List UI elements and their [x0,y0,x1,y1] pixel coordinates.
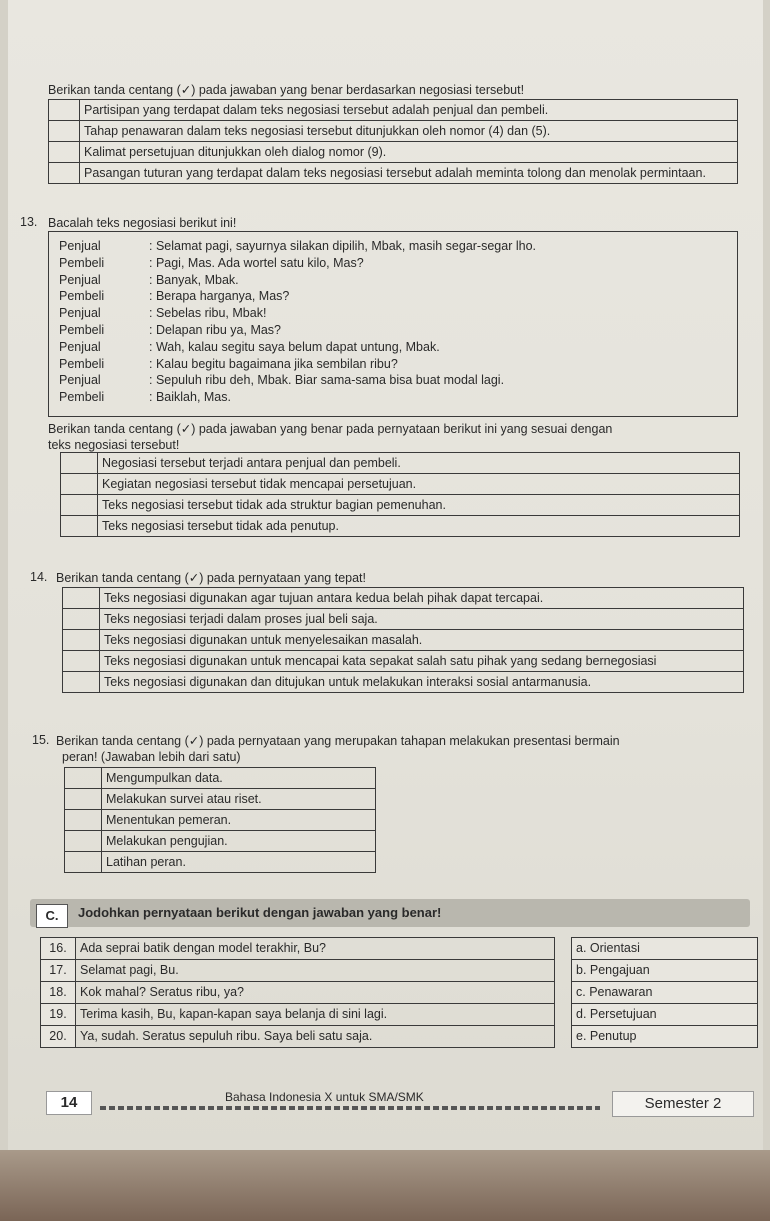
option-text: Teks negosiasi terjadi dalam proses jual beli saja. [100,609,744,630]
checkbox[interactable] [49,100,80,121]
dialog-line [59,238,737,255]
option-text: Mengumpulkan data. [102,768,376,789]
option-text: Partisipan yang terdapat dalam teks negosiasi tersebut adalah penjual dan pembeli. [80,100,738,121]
q12-table [48,99,738,184]
checkbox[interactable] [63,609,100,630]
q15-prompt-line2: peran! (Jawaban lebih dari satu) [62,750,241,764]
matching-row [41,1004,758,1026]
dialog-line [59,356,737,373]
q15-table [64,767,376,873]
option-text: Melakukan pengujian. [102,831,376,852]
checkbox[interactable] [49,142,80,163]
item-number: 19. [41,1004,76,1026]
checkbox[interactable] [49,163,80,184]
q14-row [63,588,744,609]
speaker: Penjual [59,306,101,321]
statement: Ada seprai batik dengan model terakhir, Bu? [76,938,555,960]
checkbox[interactable] [65,852,102,873]
option-text: Kalimat persetujuan ditunjukkan oleh dialog nomor (9). [80,142,738,163]
q15-row [65,768,376,789]
q12-row [49,163,738,184]
option-text: Melakukan survei atau riset. [102,789,376,810]
item-number: 16. [41,938,76,960]
q12-row [49,142,738,163]
answer-option[interactable]: d. Persetujuan [572,1004,758,1026]
option-text: Teks negosiasi digunakan untuk menyelesaikan masalah. [100,630,744,651]
statement: Terima kasih, Bu, kapan-kapan saya belanja di sini lagi. [76,1004,555,1026]
dialog-line [59,255,737,272]
table-surface [0,1150,770,1221]
option-text: Menentukan pemeran. [102,810,376,831]
section-c-badge: C. [36,904,68,928]
q15-row [65,852,376,873]
checkbox[interactable] [65,810,102,831]
q14-row [63,672,744,693]
option-text: Teks negosiasi digunakan untuk mencapai kata sepakat salah satu pihak yang sedang bernegosiasi [100,651,744,672]
speaker: Penjual [59,239,101,253]
checkbox[interactable] [49,121,80,142]
speaker: Penjual [59,272,101,287]
statement: Selamat pagi, Bu. [76,960,555,982]
q13-instruction-line2: teks negosiasi tersebut! [48,438,180,452]
item-number: 17. [41,960,76,982]
speaker: Pembeli [59,255,105,270]
utterance: : Selamat pagi, sayurnya silakan dipilih, Mbak, masih segar-segar lho. [149,239,536,253]
answer-option[interactable]: b. Pengajuan [572,960,758,982]
q13-row [61,516,740,537]
spacer [555,1026,572,1048]
utterance: : Delapan ribu ya, Mas? [149,322,282,337]
dialog-line [59,339,737,356]
dialog-line [59,288,737,305]
utterance: : Wah, kalau segitu saya belum dapat untung, Mbak. [149,339,440,354]
answer-option[interactable]: e. Penutup [572,1026,758,1048]
q15-row [65,789,376,810]
q14-table [62,587,744,693]
semester-label: Semester 2 [612,1091,754,1117]
utterance: : Baiklah, Mas. [149,390,231,405]
utterance: : Sepuluh ribu deh, Mbak. Biar sama-sama bisa buat modal lagi. [149,373,505,388]
q13-table [60,452,740,537]
spacer [555,960,572,982]
checkbox[interactable] [61,453,98,474]
dialog-line [59,389,737,406]
dialog-line [59,372,737,389]
option-text: Latihan peran. [102,852,376,873]
checkbox[interactable] [61,474,98,495]
checkbox[interactable] [63,588,100,609]
matching-row [41,982,758,1004]
matching-row [41,960,758,982]
dialog-line [59,322,737,339]
matching-row [41,1026,758,1048]
dialog-line [59,305,737,322]
checkbox[interactable] [61,516,98,537]
utterance: : Sebelas ribu, Mbak! [149,306,267,321]
option-text: Teks negosiasi digunakan agar tujuan antara kedua belah pihak dapat tercapai. [100,588,744,609]
checkbox[interactable] [65,789,102,810]
answer-option[interactable]: a. Orientasi [572,938,758,960]
checkbox[interactable] [63,651,100,672]
statement: Ya, sudah. Seratus sepuluh ribu. Saya beli satu saja. [76,1026,555,1048]
page-number: 14 [46,1091,92,1115]
speaker: Penjual [59,339,101,354]
q12-row [49,100,738,121]
answer-option[interactable]: c. Penawaran [572,982,758,1004]
option-text: Teks negosiasi digunakan dan ditujukan untuk melakukan interaksi sosial antarmanusia. [100,672,744,693]
q12-row [49,121,738,142]
spacer [555,1004,572,1026]
q15-number: 15. [32,733,50,747]
q15-prompt-line1: Berikan tanda centang (✓) pada pernyataan yang merupakan tahapan melakukan presentasi bermain [56,734,620,748]
q14-number: 14. [30,570,48,584]
q14-row [63,609,744,630]
matching-row [41,938,758,960]
item-number: 20. [41,1026,76,1048]
q13-row [61,495,740,516]
option-text: Teks negosiasi tersebut tidak ada penutup. [98,516,740,537]
utterance: : Berapa harganya, Mas? [149,289,290,304]
q14-row [63,630,744,651]
speaker: Pembeli [59,356,105,371]
q13-row [61,453,740,474]
q13-row [61,474,740,495]
item-number: 18. [41,982,76,1004]
option-text: Tahap penawaran dalam teks negosiasi tersebut ditunjukkan oleh nomor (4) dan (5). [80,121,738,142]
speaker: Pembeli [59,289,105,304]
q13-number: 13. [20,215,38,229]
q12-instruction: Berikan tanda centang (✓) pada jawaban yang benar berdasarkan negosiasi tersebut! [48,83,525,97]
dialog-box [48,231,738,417]
utterance: : Kalau begitu bagaimana jika sembilan ribu? [149,356,398,371]
q14-prompt: Berikan tanda centang (✓) pada pernyataan yang tepat! [56,571,366,585]
section-c-title: Jodohkan pernyataan berikut dengan jawaban yang benar! [78,905,442,920]
q15-row [65,831,376,852]
spacer [555,982,572,1004]
statement: Kok mahal? Seratus ribu, ya? [76,982,555,1004]
checkbox[interactable] [65,831,102,852]
q13-instruction-line1: Berikan tanda centang (✓) pada jawaban yang benar pada pernyataan berikut ini yang sesuai dengan [48,422,613,436]
speaker: Pembeli [59,390,105,405]
checkbox[interactable] [65,768,102,789]
matching-table [40,937,758,1048]
footer-dash-line [100,1106,600,1110]
q13-prompt: Bacalah teks negosiasi berikut ini! [48,216,237,230]
checkbox[interactable] [61,495,98,516]
checkbox[interactable] [63,630,100,651]
speaker: Penjual [59,373,101,388]
spacer [555,938,572,960]
book-title: Bahasa Indonesia X untuk SMA/SMK [225,1090,424,1104]
q15-row [65,810,376,831]
option-text: Teks negosiasi tersebut tidak ada struktur bagian pemenuhan. [98,495,740,516]
option-text: Pasangan tuturan yang terdapat dalam teks negosiasi tersebut adalah meminta tolong dan menolak permintaan. [80,163,738,184]
checkbox[interactable] [63,672,100,693]
option-text: Kegiatan negosiasi tersebut tidak mencapai persetujuan. [98,474,740,495]
q14-row [63,651,744,672]
option-text: Negosiasi tersebut terjadi antara penjual dan pembeli. [98,453,740,474]
utterance: : Pagi, Mas. Ada wortel satu kilo, Mas? [149,255,364,270]
speaker: Pembeli [59,322,105,337]
dialog-line [59,272,737,289]
utterance: : Banyak, Mbak. [149,272,239,287]
